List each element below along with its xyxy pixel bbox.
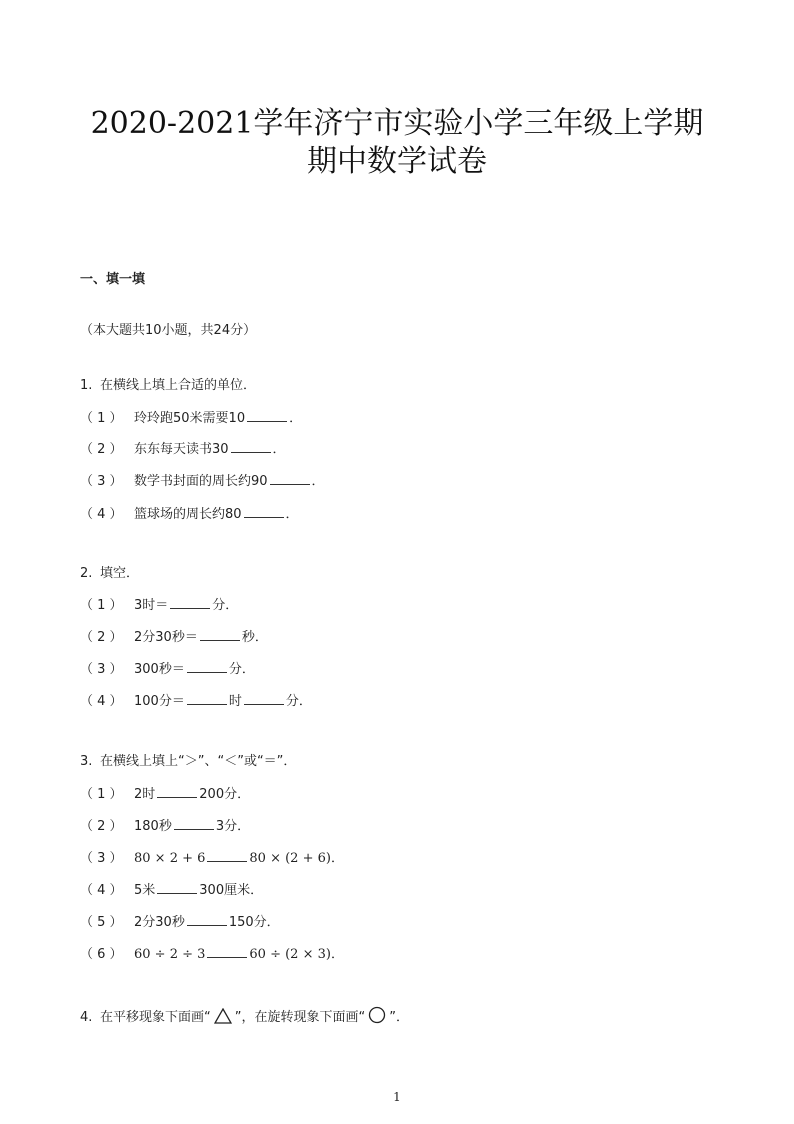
item-text: 篮球场的周长约80 xyxy=(134,507,242,522)
question-number: 2. xyxy=(80,566,93,581)
item-suffix: 150分． xyxy=(228,915,280,930)
q3-item-2 xyxy=(80,818,250,836)
answer-blank[interactable] xyxy=(187,693,227,705)
q2-item-1 xyxy=(80,597,238,615)
item-suffix: ． xyxy=(285,507,299,522)
item-suffix: ． xyxy=(289,411,303,426)
answer-blank[interactable] xyxy=(247,410,287,422)
answer-blank[interactable] xyxy=(270,473,310,485)
q1-item-4 xyxy=(80,506,299,524)
item-text: 300秒＝ xyxy=(134,662,185,677)
question-text: ”，在旋转现象下面画“ xyxy=(234,1010,366,1025)
question-3-stem xyxy=(80,753,296,771)
item-index: （ 4 ） xyxy=(80,507,123,522)
answer-blank[interactable] xyxy=(174,818,214,830)
answer-blank[interactable] xyxy=(244,506,284,518)
item-text: 5米 xyxy=(134,883,156,898)
answer-blank[interactable] xyxy=(157,882,197,894)
item-index: （ 2 ） xyxy=(80,442,123,457)
item-suffix: 秒． xyxy=(241,630,268,645)
page-number: 1 xyxy=(393,1090,401,1104)
answer-blank[interactable] xyxy=(244,693,284,705)
item-index: （ 5 ） xyxy=(80,915,123,930)
q3-item-1 xyxy=(80,786,250,804)
question-text: 在横线上填上合适的单位． xyxy=(100,378,257,393)
answer-blank[interactable] xyxy=(207,946,247,958)
q3-item-5 xyxy=(80,914,280,932)
item-index: （ 2 ） xyxy=(80,630,123,645)
item-suffix: 分． xyxy=(212,598,239,613)
item-suffix: ． xyxy=(311,474,325,489)
question-number: 3. xyxy=(80,754,93,769)
item-index: （ 3 ） xyxy=(80,851,123,866)
question-text: 在平移现象下面画“ xyxy=(100,1010,211,1025)
question-number: 4. xyxy=(80,1010,93,1025)
item-suffix: 分． xyxy=(285,694,312,709)
question-number: 1. xyxy=(80,378,93,393)
item-suffix: 200分． xyxy=(199,787,251,802)
item-index: （ 2 ） xyxy=(80,819,123,834)
q3-item-6 xyxy=(80,946,344,964)
answer-blank[interactable] xyxy=(170,597,210,609)
answer-blank[interactable] xyxy=(157,786,197,798)
question-4-stem xyxy=(80,1006,409,1030)
item-index: （ 3 ） xyxy=(80,662,123,677)
item-suffix: 3分． xyxy=(215,819,251,834)
item-expression: 60 ÷ (2 × 3)． xyxy=(249,947,344,962)
question-text: ”． xyxy=(389,1010,409,1025)
q1-item-2 xyxy=(80,441,286,459)
item-index: （ 4 ） xyxy=(80,694,123,709)
q2-item-4 xyxy=(80,693,312,711)
item-index: （ 1 ） xyxy=(80,598,123,613)
q2-item-2 xyxy=(80,629,268,647)
item-expression: 80 × 2 + 6 xyxy=(134,851,206,866)
triangle-icon xyxy=(214,1008,232,1030)
question-text: 填空． xyxy=(100,566,140,581)
item-text: 2分30秒＝ xyxy=(134,630,198,645)
item-suffix: 分． xyxy=(228,662,255,677)
item-text: 3时＝ xyxy=(134,598,169,613)
q1-item-1 xyxy=(80,410,302,428)
q3-item-3 xyxy=(80,850,344,868)
answer-blank[interactable] xyxy=(187,914,227,926)
section-note: （本大题共10小题，共24分） xyxy=(80,323,257,338)
q2-item-3 xyxy=(80,661,255,679)
answer-blank[interactable] xyxy=(207,850,247,862)
answer-blank[interactable] xyxy=(187,661,227,673)
item-text: 东东每天读书30 xyxy=(134,442,229,457)
item-index: （ 3 ） xyxy=(80,474,123,489)
item-text: 180秒 xyxy=(134,819,172,834)
item-mid: 时 xyxy=(228,694,242,709)
item-text: 2时 xyxy=(134,787,156,802)
item-index: （ 4 ） xyxy=(80,883,123,898)
item-text: 2分30秒 xyxy=(134,915,185,930)
question-2-stem xyxy=(80,565,139,583)
item-text: 100分＝ xyxy=(134,694,185,709)
section-heading: 一、填一填 xyxy=(80,272,146,287)
question-text: 在横线上填上“＞”、“＜”或“＝”． xyxy=(100,754,297,769)
item-text: 数学书封面的周长约90 xyxy=(134,474,268,489)
item-expression: 60 ÷ 2 ÷ 3 xyxy=(134,947,206,962)
exam-title-line-2: 期中数学试卷 xyxy=(307,144,487,179)
exam-title-line-1: 2020-2021学年济宁市实验小学三年级上学期 xyxy=(90,106,704,141)
question-1-stem xyxy=(80,377,256,395)
item-suffix: ． xyxy=(272,442,286,457)
item-index: （ 1 ） xyxy=(80,787,123,802)
answer-blank[interactable] xyxy=(231,441,271,453)
q3-item-4 xyxy=(80,882,263,900)
item-text: 玲玲跑50米需要10 xyxy=(134,411,246,426)
item-suffix: 300厘米． xyxy=(199,883,264,898)
item-expression: 80 × (2 + 6)． xyxy=(249,851,344,866)
circle-icon xyxy=(368,1006,386,1030)
answer-blank[interactable] xyxy=(200,629,240,641)
item-index: （ 6 ） xyxy=(80,947,123,962)
q1-item-3 xyxy=(80,473,325,491)
item-index: （ 1 ） xyxy=(80,411,123,426)
